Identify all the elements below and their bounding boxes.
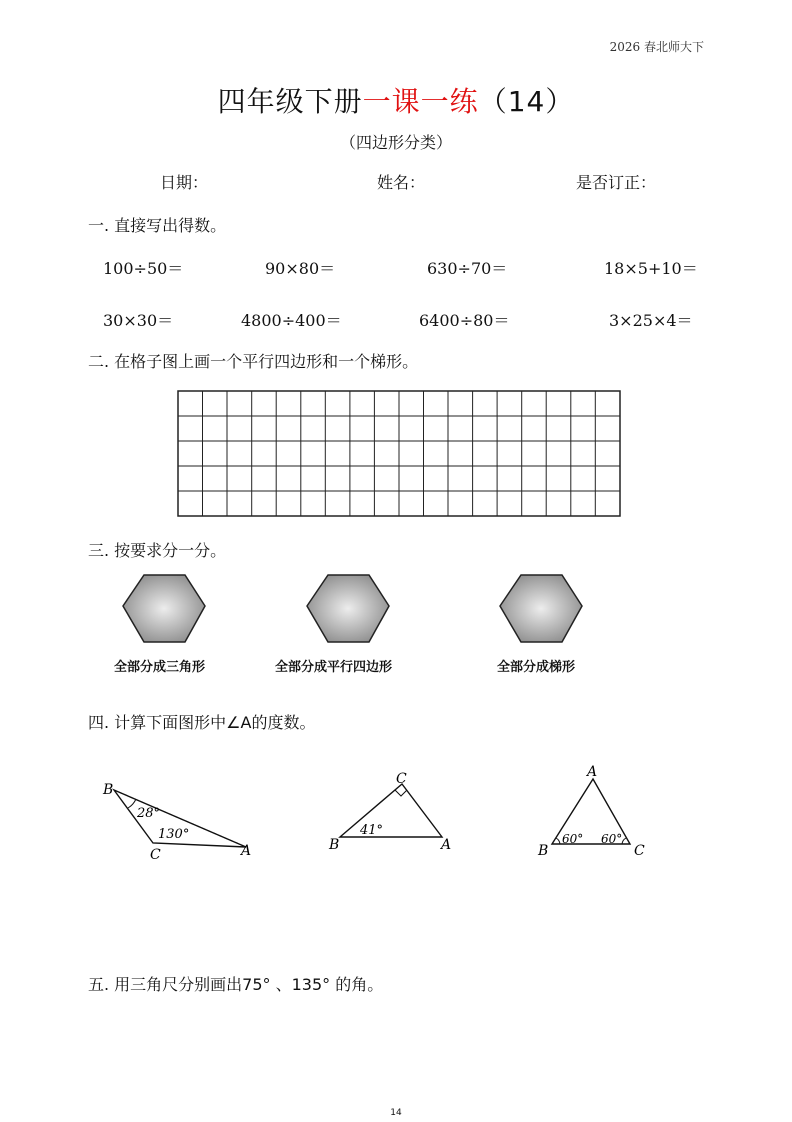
expr-r1-1: 100÷50＝ bbox=[103, 259, 184, 278]
page-subtitle: （四边形分类） bbox=[339, 133, 452, 152]
tri1-angle-b: 28° bbox=[137, 806, 161, 821]
date-label: 日期： bbox=[160, 173, 209, 192]
tri3-label-a: A bbox=[587, 764, 598, 780]
tri2-label-c: C bbox=[396, 771, 407, 787]
expr-r2-4: 3×25×4＝ bbox=[609, 311, 693, 330]
page-number: 14 bbox=[390, 1108, 402, 1118]
drawing-grid[interactable] bbox=[177, 390, 622, 518]
expr-r2-1: 30×30＝ bbox=[103, 311, 174, 330]
section3-heading: 三. 按要求分一分。 bbox=[88, 541, 227, 560]
corrected-label: 是否订正： bbox=[576, 173, 657, 192]
triangle-1 bbox=[95, 770, 265, 865]
tri3-angle-b: 60° bbox=[562, 832, 584, 846]
header-tag: 2026 春北师大下 bbox=[609, 40, 704, 54]
hexagon-1[interactable] bbox=[123, 575, 205, 642]
hexagon-label-1: 全部分成三角形 bbox=[114, 660, 206, 675]
triangle-2 bbox=[320, 765, 470, 860]
title-suffix: （14） bbox=[478, 85, 575, 118]
triangle-3 bbox=[530, 760, 660, 860]
tri3-label-b: B bbox=[538, 843, 549, 859]
expr-r2-3: 6400÷80＝ bbox=[419, 311, 510, 330]
section4-heading: 四. 计算下面图形中∠A的度数。 bbox=[88, 713, 316, 732]
hexagon-3[interactable] bbox=[500, 575, 582, 642]
tri1-label-b: B bbox=[103, 782, 114, 798]
tri1-label-c: C bbox=[150, 847, 161, 863]
hexagon-label-2: 全部分成平行四边形 bbox=[275, 660, 393, 675]
tri1-label-a: A bbox=[241, 843, 252, 859]
tri2-label-b: B bbox=[329, 837, 340, 853]
name-label: 姓名： bbox=[377, 173, 426, 192]
tri1-angle-c: 130° bbox=[158, 827, 190, 842]
page-title bbox=[0, 80, 792, 120]
section5-heading: 五. 用三角尺分别画出75° 、135° 的角。 bbox=[88, 975, 384, 994]
tri3-label-c: C bbox=[634, 843, 645, 859]
hexagon-label-3: 全部分成梯形 bbox=[497, 660, 576, 675]
tri2-label-a: A bbox=[441, 837, 452, 853]
section1-heading: 一. 直接写出得数。 bbox=[88, 216, 227, 235]
section2-heading: 二. 在格子图上画一个平行四边形和一个梯形。 bbox=[88, 352, 419, 371]
title-highlight: 一课一练 bbox=[362, 85, 479, 118]
expr-r1-3: 630÷70＝ bbox=[427, 259, 508, 278]
expr-r1-4: 18×5+10＝ bbox=[604, 259, 698, 278]
tri2-angle-b: 41° bbox=[360, 823, 384, 838]
tri3-angle-c: 60° bbox=[601, 832, 623, 846]
expr-r1-2: 90×80＝ bbox=[265, 259, 336, 278]
expr-r2-2: 4800÷400＝ bbox=[241, 311, 342, 330]
title-prefix: 四年级下册 bbox=[217, 85, 363, 118]
hexagon-2[interactable] bbox=[307, 575, 389, 642]
